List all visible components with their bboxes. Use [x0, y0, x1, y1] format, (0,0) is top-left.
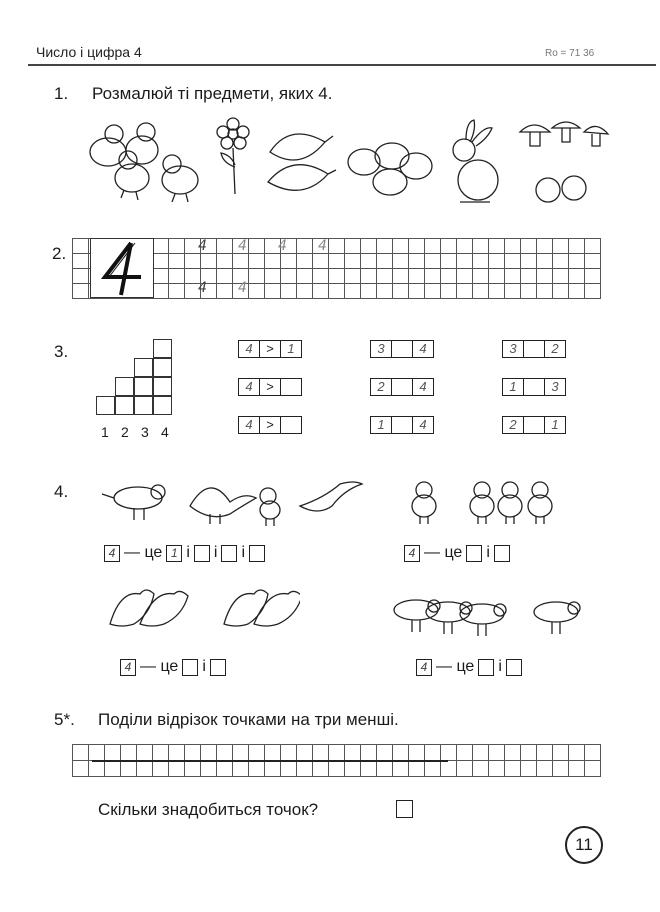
- compare-sign: [524, 417, 545, 433]
- trace-digit-2: 4: [238, 238, 247, 254]
- conjunction: і: [202, 658, 206, 675]
- digit-four-sample: [91, 239, 155, 299]
- task5-number: 5*.: [54, 710, 75, 729]
- staircase-diagram: [96, 338, 176, 418]
- total-box[interactable]: 4: [416, 659, 432, 676]
- addend-box[interactable]: [221, 545, 237, 562]
- stair-label-1: 1: [101, 424, 109, 440]
- compare-right: 4: [419, 379, 427, 394]
- compare-sign: [392, 417, 413, 433]
- compare-left: 2: [371, 379, 392, 395]
- compare-box-c2-r2[interactable]: [370, 378, 434, 396]
- compare-box-c1-r1[interactable]: [238, 340, 302, 358]
- task2-number: 2.: [52, 244, 67, 263]
- flower-drawing: [217, 118, 249, 194]
- addend-box[interactable]: [494, 545, 510, 562]
- compare-left: 1: [503, 379, 524, 395]
- mushrooms-and-nuts-drawing: [520, 122, 608, 202]
- task1-illustrations: [80, 112, 620, 212]
- chicks-drawing: [90, 123, 198, 202]
- equation-word: — це: [140, 658, 179, 675]
- chicks-group-drawing: [406, 476, 566, 526]
- total-box[interactable]: 4: [104, 545, 120, 562]
- stair-label-3: 3: [141, 424, 149, 440]
- birds-group-1-drawing: [100, 466, 370, 530]
- trace-digit-4: 4: [318, 238, 327, 254]
- addend-box[interactable]: [249, 545, 265, 562]
- compare-box-c1-r3[interactable]: [238, 416, 302, 434]
- compare-sign: [392, 379, 413, 395]
- addend-box[interactable]: [466, 545, 482, 562]
- page-header-title: Число і цифра 4: [36, 44, 142, 60]
- stair-label-4: 4: [161, 424, 169, 440]
- task5-question: Скільки знадобиться точок?: [98, 800, 319, 819]
- page-number: 11: [565, 826, 603, 864]
- compare-right: 3: [551, 379, 559, 394]
- compare-box-c1-r2[interactable]: [238, 378, 302, 396]
- trace-digit-1: 4: [198, 238, 207, 254]
- compare-sign: [524, 379, 545, 395]
- task5-instruction: Поділи відрізок точками на три менші.: [98, 710, 399, 729]
- addend-box[interactable]: [506, 659, 522, 676]
- compare-right: [281, 379, 301, 395]
- equation-word: — це: [436, 658, 475, 675]
- total-box[interactable]: 4: [404, 545, 420, 562]
- compare-left: 2: [503, 417, 524, 433]
- compare-left: 4: [239, 341, 260, 357]
- answer-box[interactable]: [396, 800, 413, 818]
- compare-left: 3: [503, 341, 524, 357]
- conjunction: і: [213, 544, 218, 561]
- compare-sign: >: [260, 341, 281, 357]
- compare-right: 4: [419, 341, 427, 356]
- compare-right: 1: [287, 341, 295, 356]
- compare-left: 4: [239, 379, 260, 395]
- trace-digit-5: 4: [198, 280, 207, 296]
- compare-box-c3-r3[interactable]: [502, 416, 566, 434]
- conjunction: і: [486, 544, 490, 561]
- stair-label-2: 2: [121, 424, 129, 440]
- plums-drawing: [348, 143, 432, 195]
- compare-sign: >: [260, 379, 281, 395]
- task4-number: 4.: [54, 482, 69, 501]
- compare-box-c3-r2[interactable]: [502, 378, 566, 396]
- addend-box[interactable]: [182, 659, 198, 676]
- doves-group-drawing: [100, 584, 300, 644]
- task4-equation-2: [404, 544, 510, 562]
- task1-number: 1.: [54, 84, 69, 103]
- compare-left: 4: [239, 417, 260, 433]
- equation-word: — це: [124, 544, 163, 561]
- page-header-code: Ro = 71 36: [545, 48, 595, 59]
- compare-sign: [392, 341, 413, 357]
- rabbit-drawing: [453, 120, 498, 202]
- compare-right: 2: [551, 341, 559, 356]
- compare-right: 1: [551, 417, 559, 432]
- header-divider: [28, 64, 656, 66]
- leaves-drawing: [268, 134, 336, 190]
- compare-right: 4: [419, 417, 427, 432]
- total-box[interactable]: 4: [120, 659, 136, 676]
- task1-instruction: Розмалюй ті предмети, яких 4.: [92, 84, 333, 103]
- addend-box[interactable]: [478, 659, 494, 676]
- task3-number: 3.: [54, 342, 69, 361]
- compare-box-c3-r1[interactable]: [502, 340, 566, 358]
- compare-right: [281, 417, 301, 433]
- trace-digit-3: 4: [278, 238, 287, 254]
- task4-equation-4: [416, 658, 522, 676]
- task4-equation-1: [104, 544, 265, 562]
- addend-box[interactable]: 1: [166, 545, 182, 562]
- segment-line[interactable]: [92, 760, 448, 762]
- compare-sign: [524, 341, 545, 357]
- conjunction: і: [241, 544, 246, 561]
- compare-box-c2-r1[interactable]: [370, 340, 434, 358]
- compare-left: 1: [371, 417, 392, 433]
- compare-box-c2-r3[interactable]: [370, 416, 434, 434]
- conjunction: і: [498, 658, 502, 675]
- compare-sign: >: [260, 417, 281, 433]
- conjunction: і: [186, 544, 190, 561]
- task4-equation-3: [120, 658, 226, 676]
- compare-left: 3: [371, 341, 392, 357]
- equation-word: — це: [424, 544, 463, 561]
- addend-box[interactable]: [210, 659, 226, 676]
- addend-box[interactable]: [194, 545, 210, 562]
- digit-sample-box: [90, 238, 154, 298]
- sparrows-group-drawing: [386, 584, 590, 640]
- trace-digit-6: 4: [238, 280, 247, 296]
